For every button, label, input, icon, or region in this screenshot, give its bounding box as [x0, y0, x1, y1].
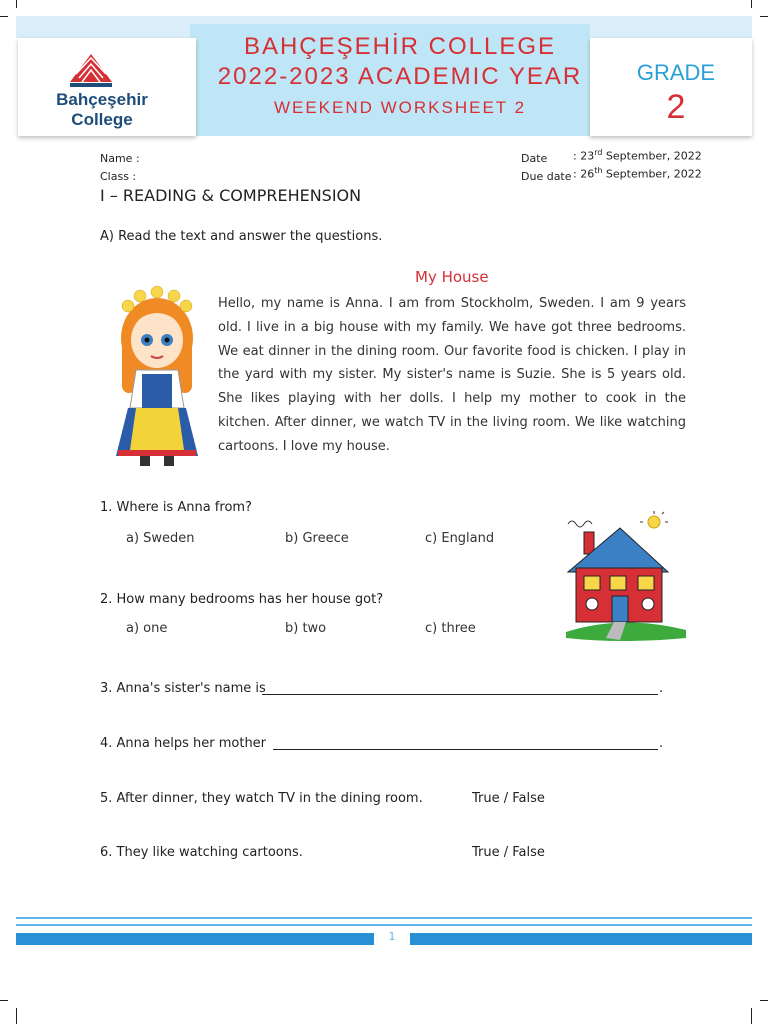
q6-true-false[interactable]: True / False: [472, 845, 545, 860]
crop-mark: [0, 1000, 8, 1001]
question-5: 5. After dinner, they watch TV in the dining room.: [100, 791, 423, 806]
section-title: I – READING & COMPREHENSION: [100, 186, 362, 205]
q3-answer-line[interactable]: [262, 694, 658, 695]
due-sup: th: [594, 166, 603, 175]
date-month: September, 2022: [602, 149, 702, 163]
crop-mark: [760, 1000, 768, 1001]
q3-end-mark: .: [659, 681, 664, 696]
house-illustration: [562, 510, 688, 644]
name-label: Name :: [100, 152, 140, 165]
crop-mark: [16, 0, 17, 8]
story-title: My House: [415, 268, 489, 286]
q2-option-b[interactable]: b) two: [285, 621, 327, 636]
q2-option-a[interactable]: a) one: [126, 621, 168, 636]
q2-option-c[interactable]: c) three: [425, 621, 476, 636]
q4-end-mark: .: [659, 736, 664, 751]
crop-mark: [751, 0, 752, 8]
grade-number: 2: [666, 88, 686, 126]
crop-mark: [751, 1008, 752, 1024]
due-date-value: [573, 166, 702, 181]
college-logo-icon: [66, 52, 116, 90]
question-3: 3. Anna's sister's name is: [100, 681, 266, 696]
worksheet-title: WEEKEND WORKSHEET 2: [273, 98, 527, 117]
footer-bar-right: [410, 933, 752, 945]
date-value: [573, 148, 702, 163]
footer-bar-left: [16, 933, 374, 945]
story-text: Hello, my name is Anna. I am from Stockholm, Sweden. I am 9 years old. I live in a big house with my family. We have got three bedrooms. We eat dinner in the dining room. Our favorite food is chicken. I play in the yard with my sister. My sister's name is Suzie. She is 5 years old. She likes playing with her dolls. I help my mother to cook in the kitchen. After dinner, we watch TV in the living room. We like watching cartoons. I love my house.: [218, 296, 686, 454]
q4-answer-line[interactable]: [273, 749, 658, 750]
q1-option-a[interactable]: a) Sweden: [126, 531, 195, 546]
brand-name-line2: College: [71, 110, 133, 129]
q1-option-b[interactable]: b) Greece: [285, 531, 349, 546]
class-label: Class :: [100, 170, 137, 183]
grade-label: GRADE: [636, 60, 716, 85]
question-2: 2. How many bedrooms has her house got?: [100, 592, 384, 607]
due-month: September, 2022: [602, 167, 702, 181]
girl-illustration: [98, 278, 216, 468]
crop-mark: [760, 16, 768, 17]
academic-year-title: 2022-2023 ACADEMIC YEAR: [217, 63, 583, 90]
date-day: : 23: [573, 149, 595, 163]
due-date-label: Due date: [521, 170, 572, 183]
crop-mark: [16, 1008, 17, 1024]
question-1: 1. Where is Anna from?: [100, 500, 252, 515]
footer-rule-top: [16, 917, 752, 919]
q1-option-c[interactable]: c) England: [425, 531, 495, 546]
footer-rule-mid: [16, 924, 752, 926]
crop-mark: [0, 16, 8, 17]
question-4: 4. Anna helps her mother: [100, 736, 267, 751]
college-title: BAHÇEŞEHİR COLLEGE: [243, 33, 557, 60]
instruction: A) Read the text and answer the questions.: [100, 229, 383, 244]
question-6: 6. They like watching cartoons.: [100, 845, 303, 860]
q5-true-false[interactable]: True / False: [472, 791, 545, 806]
date-sup: rd: [594, 148, 603, 157]
brand-name-line1: Bahçeşehir: [56, 90, 148, 109]
due-day: : 26: [573, 167, 595, 181]
page-number: 1: [388, 930, 396, 943]
date-label: Date: [521, 152, 548, 165]
